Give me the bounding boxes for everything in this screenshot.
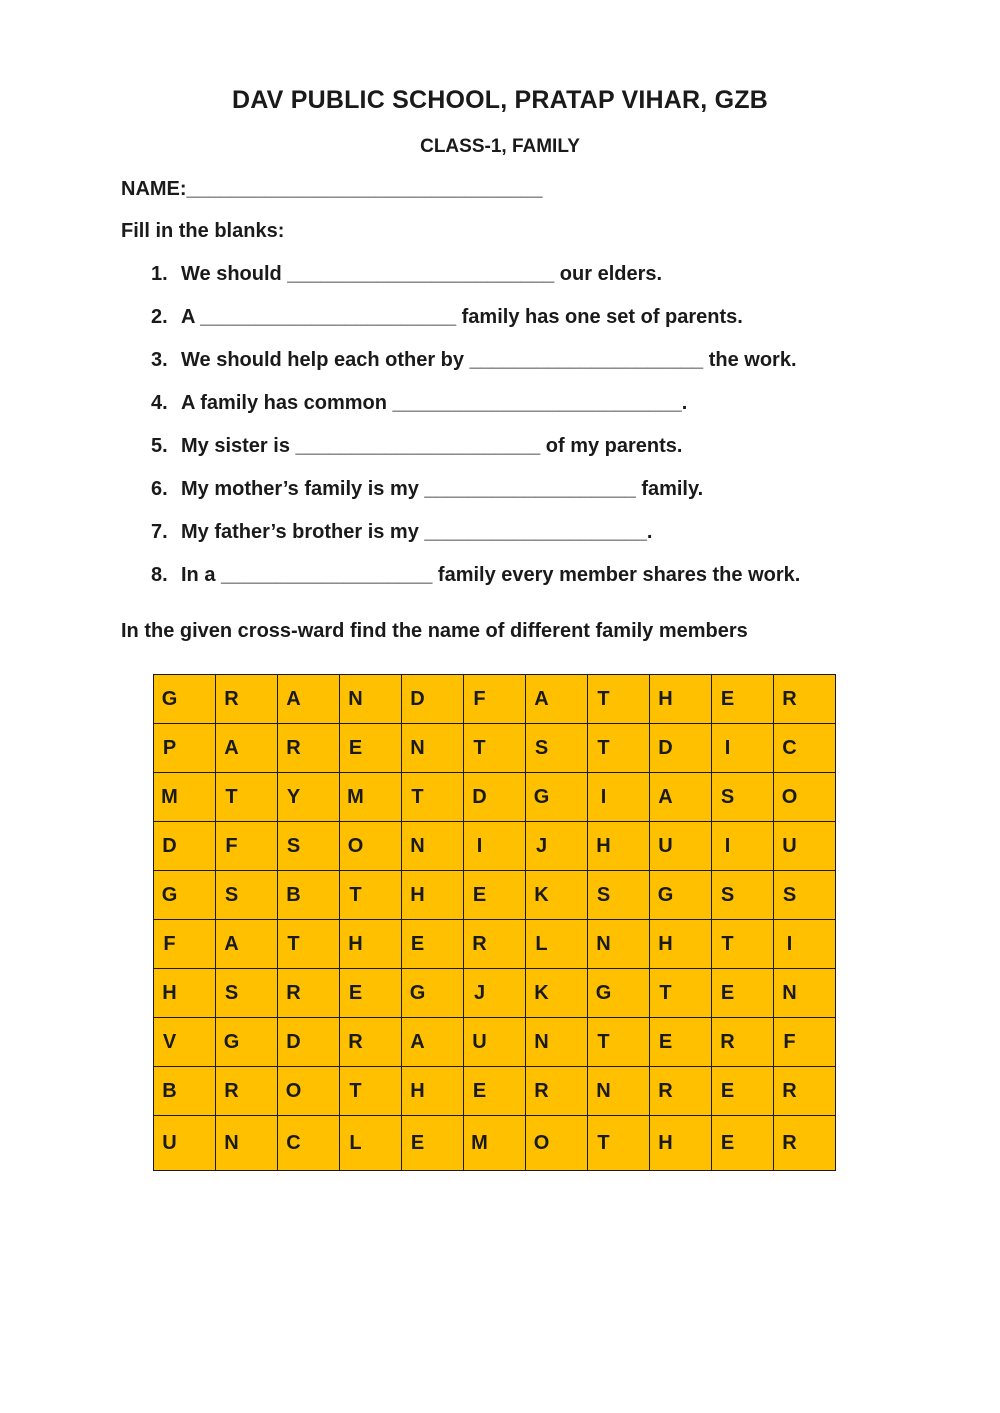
grid-cell[interactable]: A: [526, 675, 588, 724]
grid-cell[interactable]: R: [774, 1067, 836, 1116]
grid-cell[interactable]: T: [588, 724, 650, 773]
grid-cell[interactable]: R: [278, 724, 340, 773]
grid-row: [154, 675, 836, 724]
grid-cell[interactable]: J: [526, 822, 588, 871]
grid-cell[interactable]: T: [588, 1018, 650, 1067]
question-text[interactable]: A family has common __________________________.: [181, 392, 688, 414]
question-number: 4.: [151, 392, 168, 414]
grid-cell[interactable]: H: [402, 871, 464, 920]
question-item: [151, 392, 800, 435]
question-item: [151, 263, 800, 306]
grid-cell[interactable]: M: [340, 773, 402, 822]
grid-cell[interactable]: R: [712, 1018, 774, 1067]
grid-cell[interactable]: H: [340, 920, 402, 969]
grid-cell[interactable]: N: [340, 675, 402, 724]
grid-cell[interactable]: R: [526, 1067, 588, 1116]
grid-row: [154, 920, 836, 969]
grid-cell[interactable]: H: [588, 822, 650, 871]
question-number: 1.: [151, 263, 168, 285]
grid-cell[interactable]: N: [526, 1018, 588, 1067]
grid-cell[interactable]: N: [216, 1116, 278, 1171]
grid-row: [154, 773, 836, 822]
grid-cell[interactable]: E: [712, 675, 774, 724]
grid-cell[interactable]: C: [278, 1116, 340, 1171]
grid-cell[interactable]: T: [464, 724, 526, 773]
grid-cell[interactable]: R: [464, 920, 526, 969]
grid-cell[interactable]: S: [216, 969, 278, 1018]
name-field[interactable]: NAME:________________________________: [121, 178, 543, 200]
grid-cell[interactable]: E: [402, 920, 464, 969]
grid-cell[interactable]: E: [340, 724, 402, 773]
grid-cell[interactable]: O: [278, 1067, 340, 1116]
grid-row: [154, 724, 836, 773]
grid-cell[interactable]: F: [216, 822, 278, 871]
grid-cell[interactable]: K: [526, 969, 588, 1018]
grid-cell[interactable]: F: [774, 1018, 836, 1067]
grid-cell[interactable]: R: [216, 675, 278, 724]
grid-cell[interactable]: D: [464, 773, 526, 822]
question-item: [151, 521, 800, 564]
fill-blanks-heading: Fill in the blanks:: [121, 220, 285, 242]
grid-cell[interactable]: S: [712, 773, 774, 822]
grid-cell[interactable]: S: [526, 724, 588, 773]
grid-cell[interactable]: O: [526, 1116, 588, 1171]
question-item: [151, 564, 800, 607]
question-item: [151, 306, 800, 349]
school-title: DAV PUBLIC SCHOOL, PRATAP VIHAR, GZB: [232, 86, 768, 114]
grid-cell[interactable]: U: [774, 822, 836, 871]
question-item: [151, 435, 800, 478]
question-text[interactable]: We should ________________________ our elders.: [181, 263, 663, 285]
grid-cell[interactable]: V: [154, 1018, 216, 1067]
grid-row: [154, 871, 836, 920]
grid-cell[interactable]: G: [650, 871, 712, 920]
question-text[interactable]: In a ___________________ family every member shares the work.: [181, 564, 801, 586]
grid-cell[interactable]: H: [154, 969, 216, 1018]
class-topic: CLASS-1, FAMILY: [420, 136, 580, 157]
question-list: [151, 263, 800, 607]
grid-cell[interactable]: N: [402, 822, 464, 871]
grid-cell[interactable]: B: [154, 1067, 216, 1116]
question-number: 6.: [151, 478, 168, 500]
grid-cell[interactable]: T: [278, 920, 340, 969]
grid-cell[interactable]: H: [402, 1067, 464, 1116]
grid-cell[interactable]: E: [464, 871, 526, 920]
grid-cell[interactable]: L: [526, 920, 588, 969]
question-number: 7.: [151, 521, 168, 543]
grid-cell[interactable]: R: [650, 1067, 712, 1116]
grid-cell[interactable]: A: [216, 920, 278, 969]
grid-cell[interactable]: A: [650, 773, 712, 822]
grid-cell[interactable]: R: [216, 1067, 278, 1116]
grid-cell[interactable]: K: [526, 871, 588, 920]
grid-cell[interactable]: D: [154, 822, 216, 871]
grid-cell[interactable]: D: [278, 1018, 340, 1067]
grid-cell[interactable]: E: [402, 1116, 464, 1171]
grid-cell[interactable]: T: [650, 969, 712, 1018]
grid-cell[interactable]: U: [154, 1116, 216, 1171]
grid-row: [154, 822, 836, 871]
grid-cell[interactable]: F: [154, 920, 216, 969]
grid-cell[interactable]: L: [340, 1116, 402, 1171]
grid-cell[interactable]: F: [464, 675, 526, 724]
grid-cell[interactable]: E: [712, 969, 774, 1018]
grid-cell[interactable]: G: [216, 1018, 278, 1067]
grid-cell[interactable]: M: [154, 773, 216, 822]
grid-cell[interactable]: G: [526, 773, 588, 822]
grid-cell[interactable]: N: [774, 969, 836, 1018]
grid-cell[interactable]: I: [464, 822, 526, 871]
question-number: 5.: [151, 435, 168, 457]
grid-cell[interactable]: S: [712, 871, 774, 920]
grid-cell[interactable]: R: [340, 1018, 402, 1067]
grid-cell[interactable]: E: [650, 1018, 712, 1067]
question-number: 3.: [151, 349, 168, 371]
grid-cell[interactable]: Y: [278, 773, 340, 822]
grid-cell[interactable]: C: [774, 724, 836, 773]
grid-cell[interactable]: T: [588, 675, 650, 724]
grid-cell[interactable]: E: [340, 969, 402, 1018]
grid-cell[interactable]: R: [278, 969, 340, 1018]
grid-cell[interactable]: N: [588, 920, 650, 969]
question-number: 8.: [151, 564, 168, 586]
grid-cell[interactable]: S: [278, 822, 340, 871]
grid-cell[interactable]: S: [774, 871, 836, 920]
grid-cell[interactable]: U: [650, 822, 712, 871]
grid-cell[interactable]: I: [712, 724, 774, 773]
grid-cell[interactable]: G: [154, 675, 216, 724]
grid-cell[interactable]: A: [278, 675, 340, 724]
grid-row: [154, 969, 836, 1018]
grid-row: [154, 1116, 836, 1171]
grid-cell[interactable]: M: [464, 1116, 526, 1171]
grid-row: [154, 1067, 836, 1116]
grid-cell[interactable]: E: [712, 1116, 774, 1171]
question-number: 2.: [151, 306, 168, 328]
question-item: [151, 478, 800, 521]
grid-cell[interactable]: P: [154, 724, 216, 773]
grid-cell[interactable]: H: [650, 920, 712, 969]
grid-cell[interactable]: T: [712, 920, 774, 969]
grid-cell[interactable]: I: [588, 773, 650, 822]
grid-cell[interactable]: S: [588, 871, 650, 920]
grid-cell[interactable]: T: [588, 1116, 650, 1171]
question-text[interactable]: My mother’s family is my ___________________ family.: [181, 478, 704, 500]
word-search-grid: [153, 674, 836, 1171]
grid-cell[interactable]: H: [650, 675, 712, 724]
grid-cell[interactable]: D: [402, 675, 464, 724]
grid-cell[interactable]: D: [650, 724, 712, 773]
grid-cell[interactable]: N: [588, 1067, 650, 1116]
grid-cell[interactable]: U: [464, 1018, 526, 1067]
grid-cell[interactable]: R: [774, 1116, 836, 1171]
grid-cell[interactable]: N: [402, 724, 464, 773]
question-text[interactable]: My sister is ______________________ of my parents.: [181, 435, 683, 457]
grid-cell[interactable]: O: [340, 822, 402, 871]
grid-cell[interactable]: I: [774, 920, 836, 969]
grid-cell[interactable]: T: [402, 773, 464, 822]
grid-cell[interactable]: J: [464, 969, 526, 1018]
grid-cell[interactable]: G: [588, 969, 650, 1018]
grid-cell[interactable]: E: [712, 1067, 774, 1116]
question-text[interactable]: A _______________________ family has one set of parents.: [181, 306, 743, 328]
word-search-heading: In the given cross-ward find the name of different family members: [121, 620, 748, 642]
grid-cell[interactable]: G: [402, 969, 464, 1018]
grid-cell[interactable]: B: [278, 871, 340, 920]
grid-cell[interactable]: T: [340, 1067, 402, 1116]
question-text[interactable]: We should help each other by _____________________ the work.: [181, 349, 797, 371]
grid-cell[interactable]: E: [464, 1067, 526, 1116]
question-item: [151, 349, 800, 392]
grid-cell[interactable]: A: [402, 1018, 464, 1067]
grid-row: [154, 1018, 836, 1067]
grid-cell[interactable]: I: [712, 822, 774, 871]
grid-cell[interactable]: T: [340, 871, 402, 920]
grid-cell[interactable]: O: [774, 773, 836, 822]
grid-cell[interactable]: H: [650, 1116, 712, 1171]
grid-cell[interactable]: S: [216, 871, 278, 920]
grid-cell[interactable]: A: [216, 724, 278, 773]
question-text[interactable]: My father’s brother is my ____________________.: [181, 521, 653, 543]
grid-cell[interactable]: R: [774, 675, 836, 724]
grid-cell[interactable]: T: [216, 773, 278, 822]
grid-cell[interactable]: G: [154, 871, 216, 920]
